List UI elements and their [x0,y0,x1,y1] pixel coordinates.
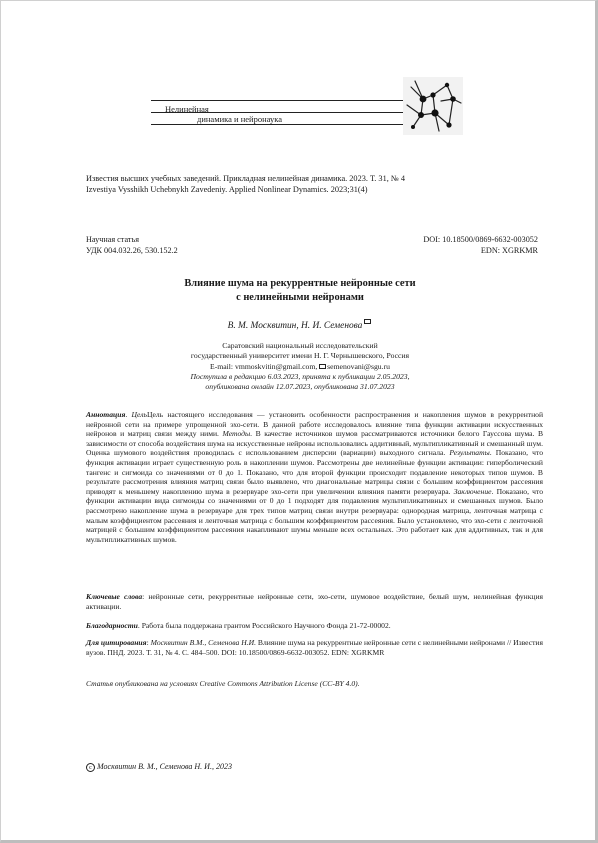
abstract-goal: Цель настоящего исследования — установить особенности распространения и накопления шумов в рекуррентной нейронной сети на примере упрощенной эхо-сети. В данной работе исследовалось влияние типа функции активации искусственных нейронов и матриц связи между ними. [86,410,544,439]
copyright-icon: c [86,763,95,772]
acknowledgments-text: Работа была поддержана грантом Российского Научного Фонда 21-72-00002. [141,621,391,630]
license-note [86,679,543,689]
copyright-text: Москвитин В. М., Семенова Н. И., 2023 [97,762,232,771]
conclusion-label: Заключение [453,486,492,496]
journal-logo-line2: динамика и нейронаука [197,114,282,124]
envelope-icon [319,364,326,369]
acknowledgments-label: Благодарности [86,621,138,630]
email-secondary[interactable]: semenovani@sgu.ru [327,362,390,371]
dates-received-accepted: Поступила в редакцию 6.03.2023, принята к публикации 2.05.2023, [190,372,410,381]
journal-reference-ru: Известия высших учебных заведений. Прикладная нелинейная динамика. 2023. Т. 31, № 4 [86,174,406,183]
edn: EDN: XGRKMR [480,246,538,255]
journal-logo-line1: Нелинейная [165,104,209,114]
citation-label: Для цитирования [86,638,147,647]
abstract-results: Показано, что функция активации играет существенную роль в накоплении шумов. Рассмотрены две нелинейные функции активации: гиперболический тангенс и сигмоида со значениями от 0 до 1. Показано, что для второй функции происходит подавление некоторых типов шумов. В результате рассмотрения влияния матриц связи было выявлено, что диагональные матрицы связи с большим коэффициентом рассеяния приводят к меньшему накоплению шума в резервуаре эхо-сети при увеличении влияния памяти резервуара. [86,448,543,496]
goal-label: Цель [131,410,147,419]
dates-line1 [1,372,598,382]
logo-rule-bottom [151,124,403,125]
abstract: Аннотация. ЦельЦель настоящего исследования — установить особенности распространения и накопления шумов в рекуррентной нейронной сети на примере упрощенной эхо-сети. В данной работе исследовалось влияние типа функции активации искусственных нейронов и матриц связи между ними. Методы. В качестве источников шумов рассматриваются источники белого Гауссова шума. В зависимости от способа воздействия шума на искусственные нейроны использовались аддитивный, мультипликативный и смешанный шум. Оценка шумового воздействия проводилась с использованием дисперсии (вариации) выходного сигнала. Результаты. Показано, что функция активации играет существенную роль в накоплении шумов. Рассмотрены две нелинейные функции активации: гиперболический тангенс и сигмоида со значениями от 0 до 1. Показано, что для второй функции происходит подавление некоторых типов шумов. В результате рассмотрения влияния матриц связи было выявлено, что диагональные матрицы связи с большим коэффициентом рассеяния приводят к меньшему накоплению шума в резервуаре эхо-сети при увеличении влияния памяти резервуара. Заключение. Показано, что функции активации вида сигмоиды со значениями от 0 до 1 подходят для подавления мультипликативных и смешанных шумов. Было рассмотрено накопление шума в резервуаре для трех типов матриц связи внутри резервуара: однородная матрица, ленточная матрица с малым коэффициентом рассеяния и ленточная матрица с большим коэффициентом рассеяния. Было установлено, что эхо-сети с ленточной матрицей с большим коэффициентом рассеяния накапливают шумы меньше всех остальных. Это работает как для аддитивных, так и для мультипликативных шумов. [86,410,544,544]
license-text: Статья опубликована на условиях Creative Commons Attribution License (CC-BY 4.0). [86,679,360,688]
neuron-network-icon [403,77,463,135]
keywords-text: нейронные сети, рекуррентные нейронные сети, эхо-сети, шумовое воздействие, белый шум, нелинейная функция активации. [86,592,544,611]
affiliation-line1: Саратовский национальный исследовательский [222,341,378,350]
keywords: Ключевые слова: нейронные сети, рекуррентные нейронные сети, эхо-сети, шумовое воздействие, белый шум, нелинейная функция активации. [86,592,544,611]
annotation-label: Аннотация [86,410,126,419]
authors-text: В. М. Москвитин, Н. И. Семенова [227,321,363,331]
udk-code: УДК 004.032.26, 530.152.2 [86,246,178,255]
affiliation-email [1,362,598,372]
authors [1,321,598,331]
copyright [86,762,232,772]
abstract-methods: В качестве источников шумов рассматриваются источники белого Гауссова шума. В зависимости от способа воздействия шума на искусственные нейроны использовались аддитивный, мультипликативный и смешанный шум. Оценка шумового воздействия проводилась с использованием дисперсии (вариации) выходного сигнала. [86,429,544,458]
article-title-line1: Влияние шума на рекуррентные нейронные сети [184,278,416,289]
envelope-icon [364,319,371,324]
methods-label: Методы [222,429,251,439]
citation-text: Влияние шума на рекуррентные нейронные сети с нелинейными нейронами // Известия вузов. ПНД. 2023. Т. 31, № 4. С. 484–500. DOI: 10.18500/0869-6632-003052. EDN: XGRKMR [86,638,543,657]
abstract-conclusion: Показано, что функции активации вида сигмоиды со значениями от 0 до 1 подходят для подавления мультипликативных и смешанных шумов. Было рассмотрено накопление шума в резервуаре для трех типов матриц связи внутри резервуара: однородная матрица, ленточная матрица с малым коэффициентом рассеяния и ленточная матрица с большим коэффициентом рассеяния. Было установлено, что эхо-сети с ленточной матрицей с большим коэффициентом рассеяния накапливают шумы меньше всех остальных. Это работает как для аддитивных, так и для мультипликативных шумов. [86,486,544,544]
journal-reference-en: Izvestiya Vysshikh Uchebnykh Zavedeniy. Applied Nonlinear Dynamics. 2023;31(4) [86,185,368,194]
article-type: Научная статья [86,235,139,244]
email-primary[interactable]: E-mail: vmmoskvitin@gmail.com, [210,362,320,371]
logo-rule-top [151,100,403,101]
article-title-line2: с нелинейными нейронами [236,292,364,303]
dates-line2 [1,382,598,392]
citation: Для цитирования: Москвитин В.М., Семенова Н.И. Влияние шума на рекуррентные нейронные сети с нелинейными нейронами // Известия вузов. ПНД. 2023. Т. 31, № 4. С. 484–500. DOI: 10.18500/0869-6632-003052. EDN: XGRKMR [86,638,543,657]
dates-published: опубликована онлайн 12.07.2023, опубликована 31.07.2023 [205,382,395,391]
citation-authors: Москвитин В.М., Семенова Н.И. [150,638,256,647]
keywords-label: Ключевые слова [86,592,143,601]
acknowledgments: Благодарности. Работа была поддержана грантом Российского Научного Фонда 21-72-00002. [86,621,391,630]
doi[interactable]: DOI: 10.18500/0869-6632-003052 [423,235,538,244]
results-label: Результаты [449,448,490,458]
affiliation-line2: государственный университет имени Н. Г. Чернышевского, Россия [190,351,410,360]
